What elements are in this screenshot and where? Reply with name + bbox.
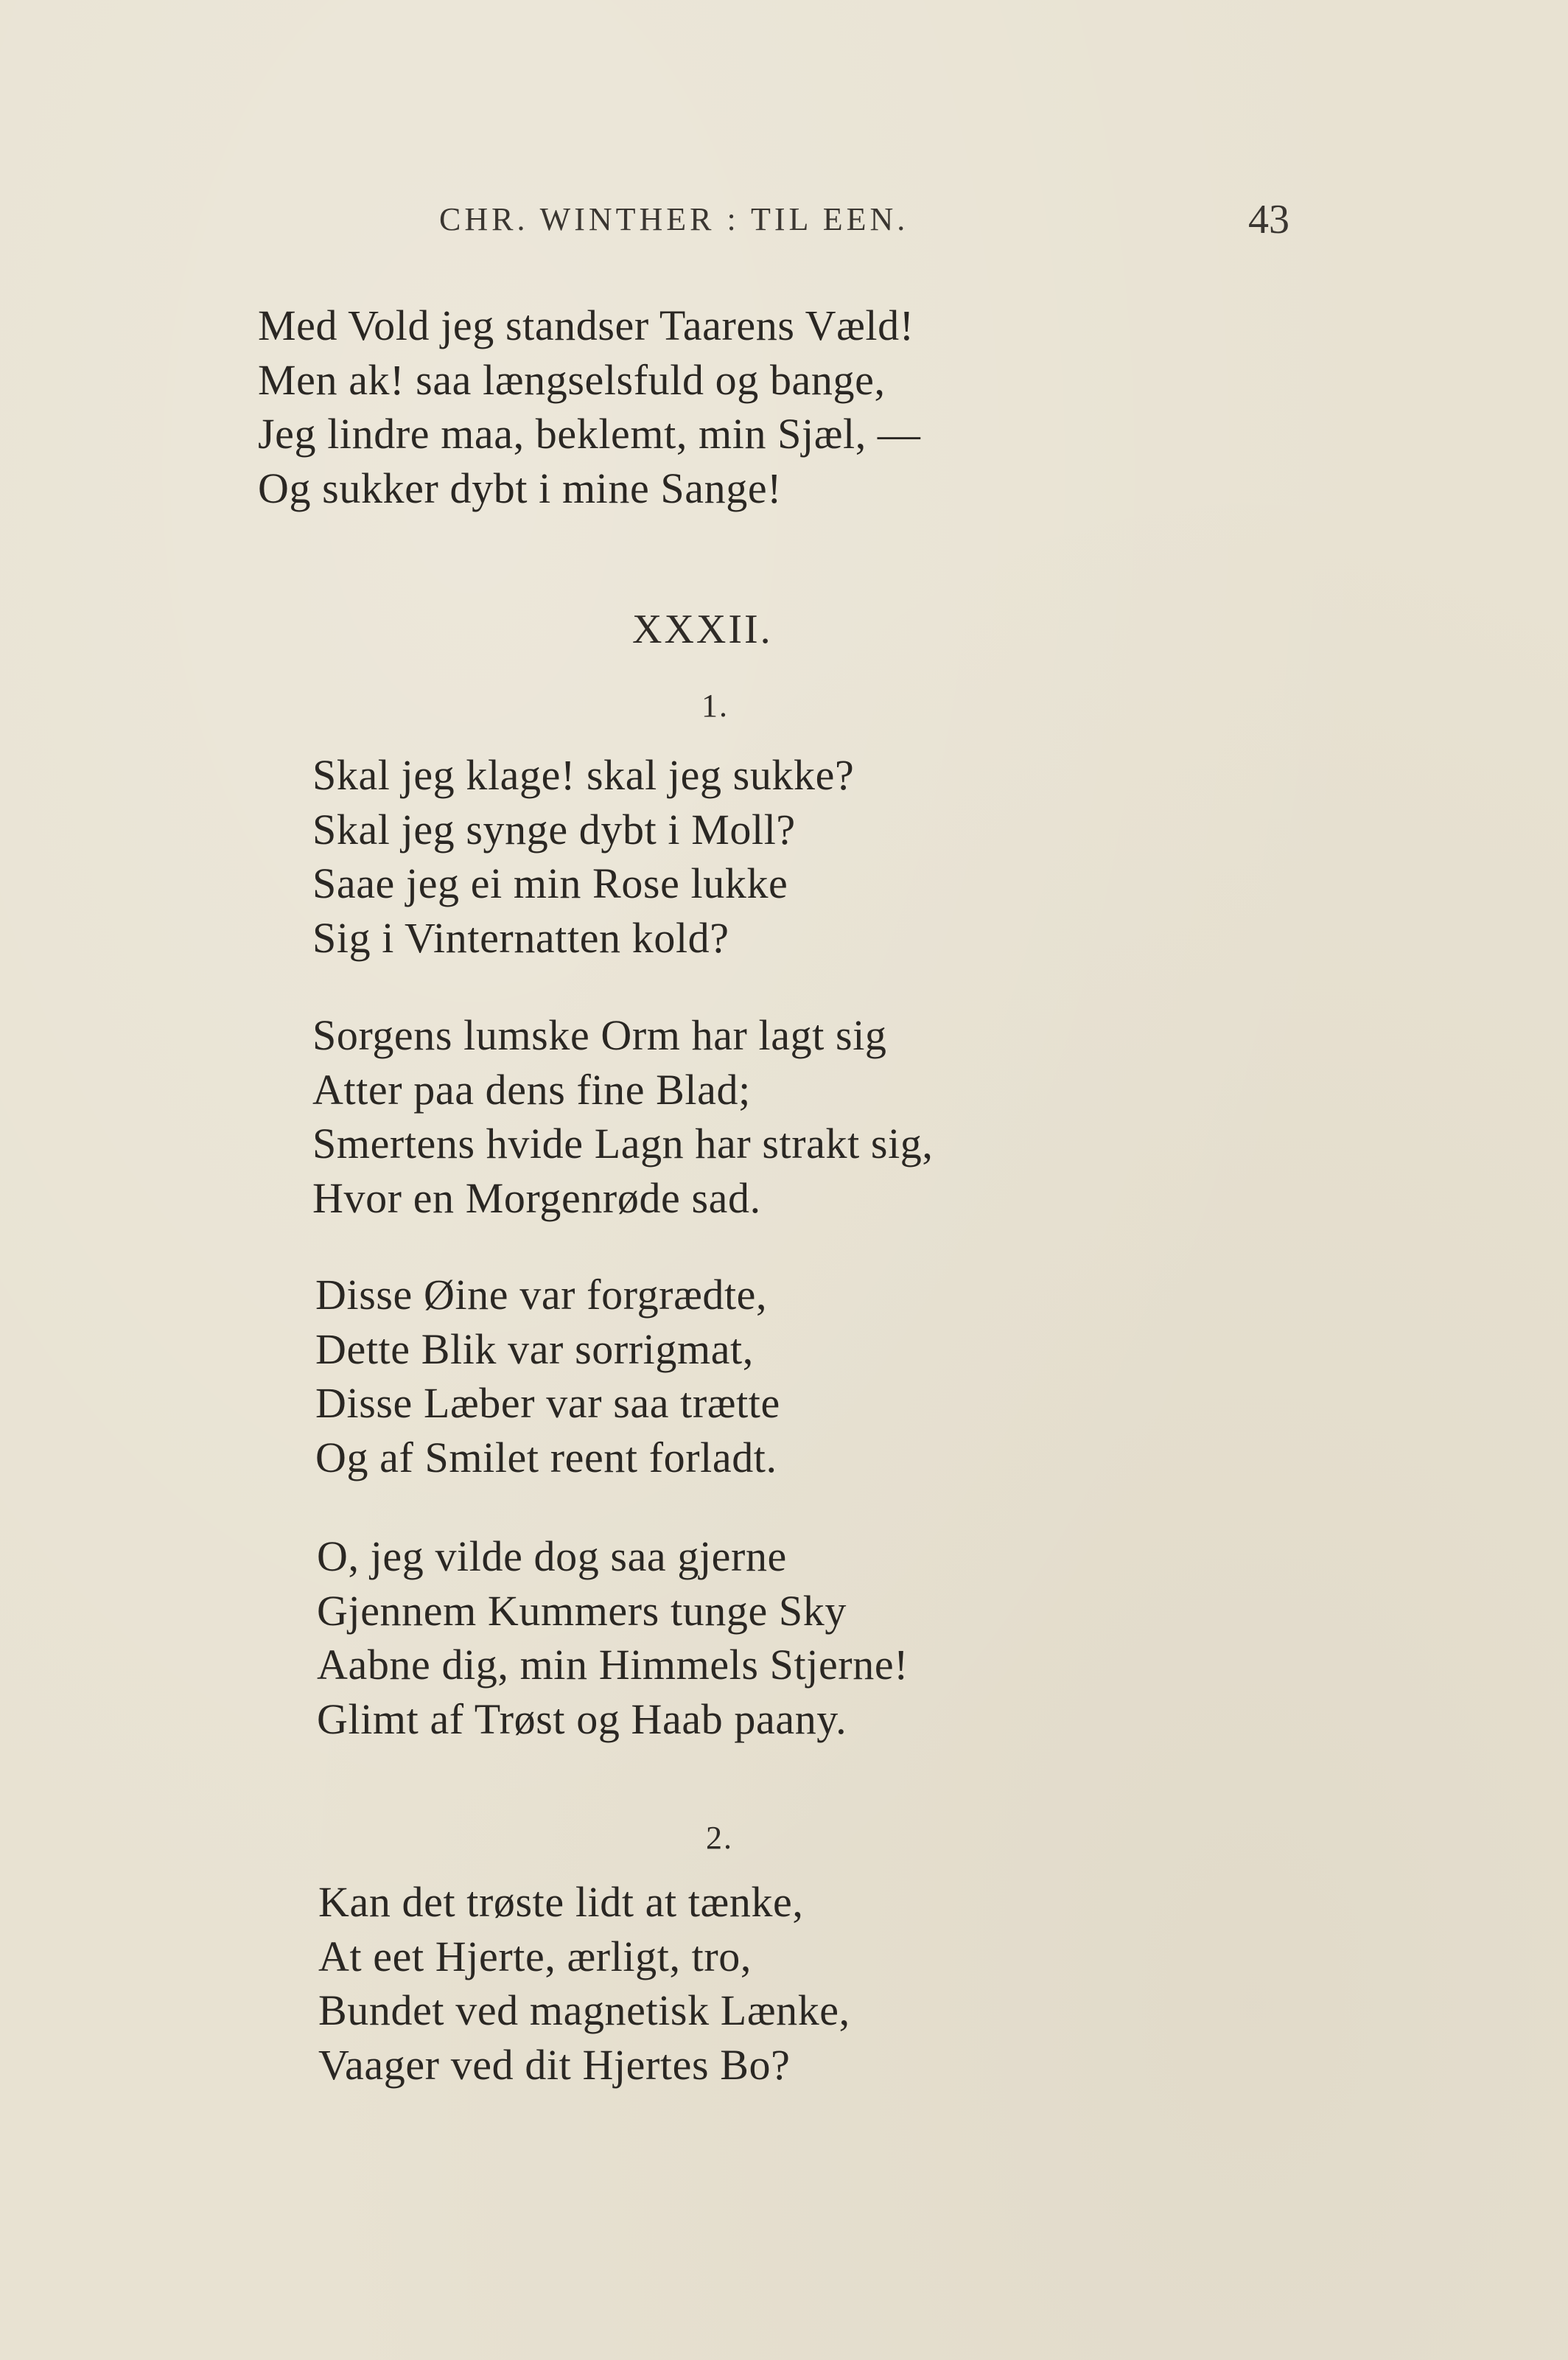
poem-line: Sig i Vinternatten kold? [312,913,729,962]
stanza [318,1875,850,2092]
poem-line: Jeg lindre maa, beklemt, min Sjæl, — [258,410,921,458]
poem-line: Dette Blik var sorrigmat, [315,1324,754,1373]
poem-line: Disse Øine var forgrædte, [315,1271,768,1319]
poem-line: Glimt af Trøst og Haab paany. [317,1694,847,1743]
poem-line: Disse Læber var saa trætte [315,1379,780,1427]
page-number: 43 [1248,197,1289,242]
poem-line: Smertens hvide Lagn har strakt sig, [312,1120,934,1167]
poem-line: At eet Hjerte, ærligt, tro, [318,1932,752,1980]
poem-line: Sorgens lumske Orm har lagt sig [312,1011,887,1059]
running-title: CHR. WINTHER : TIL EEN. [439,201,909,237]
poem-line: Skal jeg synge dybt i Moll? [312,805,796,853]
stanza [317,1529,909,1746]
poem-line: Atter paa dens fine Blad; [312,1065,751,1114]
poem-line: Og sukker dybt i mine Sange! [258,464,783,512]
poem-line: Skal jeg klage! skal jeg sukke? [312,751,855,799]
poem-line: O, jeg vilde dog saa gjerne [317,1532,787,1580]
poem-line: Gjennem Kummers tunge Sky [317,1586,847,1635]
poem-line: Men ak! saa længselsfuld og bange, [258,355,886,404]
section-title: XXXII. [632,607,773,652]
poem-line: Hvor en Morgenrøde sad. [312,1173,761,1222]
poem-line: Med Vold jeg standser Taarens Væld! [258,301,914,349]
part-number: 1. [701,688,729,724]
poem-line: Og af Smilet reent forladt. [315,1433,777,1481]
poem-line: Bundet ved magnetisk Lænke, [318,1986,850,2034]
stanza [312,1008,934,1225]
stanza [312,748,854,965]
poem-line: Aabne dig, min Himmels Stjerne! [317,1641,909,1689]
stanza [315,1268,780,1484]
poem-line: Vaager ved dit Hjertes Bo? [318,2040,791,2089]
poem-line: Kan det trøste lidt at tænke, [318,1878,804,1926]
poem-line: Saae jeg ei min Rose lukke [312,859,788,907]
part-number: 2. [706,1820,733,1856]
intro-stanza [258,299,921,515]
